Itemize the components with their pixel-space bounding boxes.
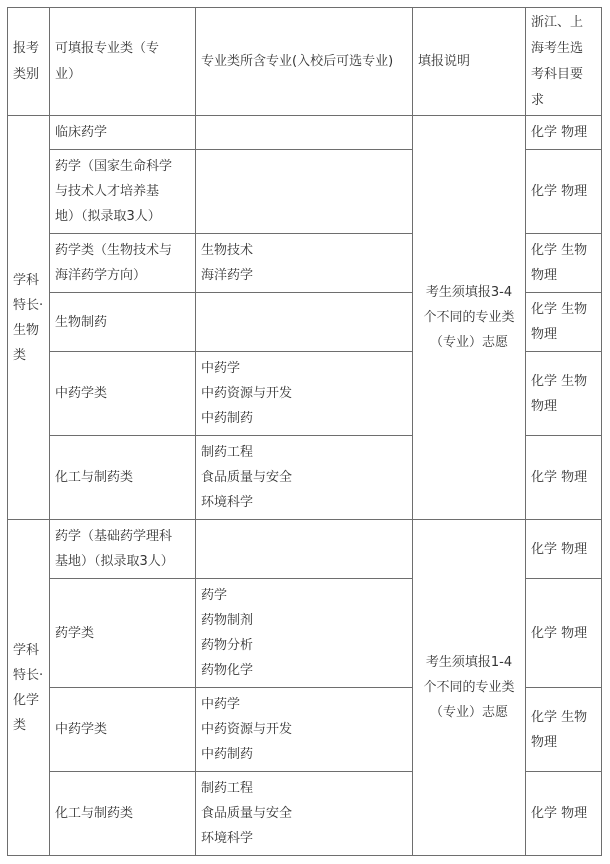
subjects-cell: 化学 物理 <box>526 150 602 234</box>
table-row <box>8 116 602 150</box>
major-class-cell: 化工与制药类 <box>50 772 196 856</box>
included-majors-cell <box>196 150 413 234</box>
included-majors-cell: 生物技术 海洋药学 <box>196 234 413 293</box>
category-cell: 学科 特长· 化学 类 <box>8 520 50 856</box>
major-class-cell: 药学（基础药学理科 基地）（拟录取3人） <box>50 520 196 579</box>
subjects-cell: 化学 生物 物理 <box>526 688 602 772</box>
header-subject-requirement: 浙江、上 海考生选 考科目要 求 <box>526 8 602 116</box>
header-major-class: 可填报专业类（专 业） <box>50 8 196 116</box>
included-majors-cell: 中药学 中药资源与开发 中药制药 <box>196 352 413 436</box>
included-majors-cell <box>196 520 413 579</box>
major-class-cell: 化工与制药类 <box>50 436 196 520</box>
subjects-cell: 化学 物理 <box>526 579 602 688</box>
major-class-cell: 药学（国家生命科学 与技术人才培养基 地）（拟录取3人） <box>50 150 196 234</box>
included-majors-cell <box>196 293 413 352</box>
admission-table <box>7 7 602 856</box>
major-class-cell: 中药学类 <box>50 688 196 772</box>
subjects-cell: 化学 生物 物理 <box>526 293 602 352</box>
header-included-majors: 专业类所含专业(入校后可选专业) <box>196 8 413 116</box>
note-cell: 考生须填报1-4 个不同的专业类 （专业）志愿 <box>413 520 526 856</box>
major-class-cell: 生物制药 <box>50 293 196 352</box>
header-note: 填报说明 <box>413 8 526 116</box>
header-row <box>8 8 602 116</box>
major-class-cell: 中药学类 <box>50 352 196 436</box>
note-cell: 考生须填报3-4 个不同的专业类 （专业）志愿 <box>413 116 526 520</box>
subjects-cell: 化学 物理 <box>526 116 602 150</box>
subjects-cell: 化学 生物 物理 <box>526 234 602 293</box>
subjects-cell: 化学 物理 <box>526 520 602 579</box>
major-class-cell: 药学类 <box>50 579 196 688</box>
included-majors-cell: 制药工程 食品质量与安全 环境科学 <box>196 436 413 520</box>
category-cell: 学科 特长· 生物 类 <box>8 116 50 520</box>
subjects-cell: 化学 物理 <box>526 436 602 520</box>
table-row <box>8 520 602 579</box>
included-majors-cell: 制药工程 食品质量与安全 环境科学 <box>196 772 413 856</box>
included-majors-cell <box>196 116 413 150</box>
included-majors-cell: 中药学 中药资源与开发 中药制药 <box>196 688 413 772</box>
subjects-cell: 化学 物理 <box>526 772 602 856</box>
major-class-cell: 药学类（生物技术与 海洋药学方向） <box>50 234 196 293</box>
header-category: 报考 类别 <box>8 8 50 116</box>
included-majors-cell: 药学 药物制剂 药物分析 药物化学 <box>196 579 413 688</box>
major-class-cell: 临床药学 <box>50 116 196 150</box>
subjects-cell: 化学 生物 物理 <box>526 352 602 436</box>
